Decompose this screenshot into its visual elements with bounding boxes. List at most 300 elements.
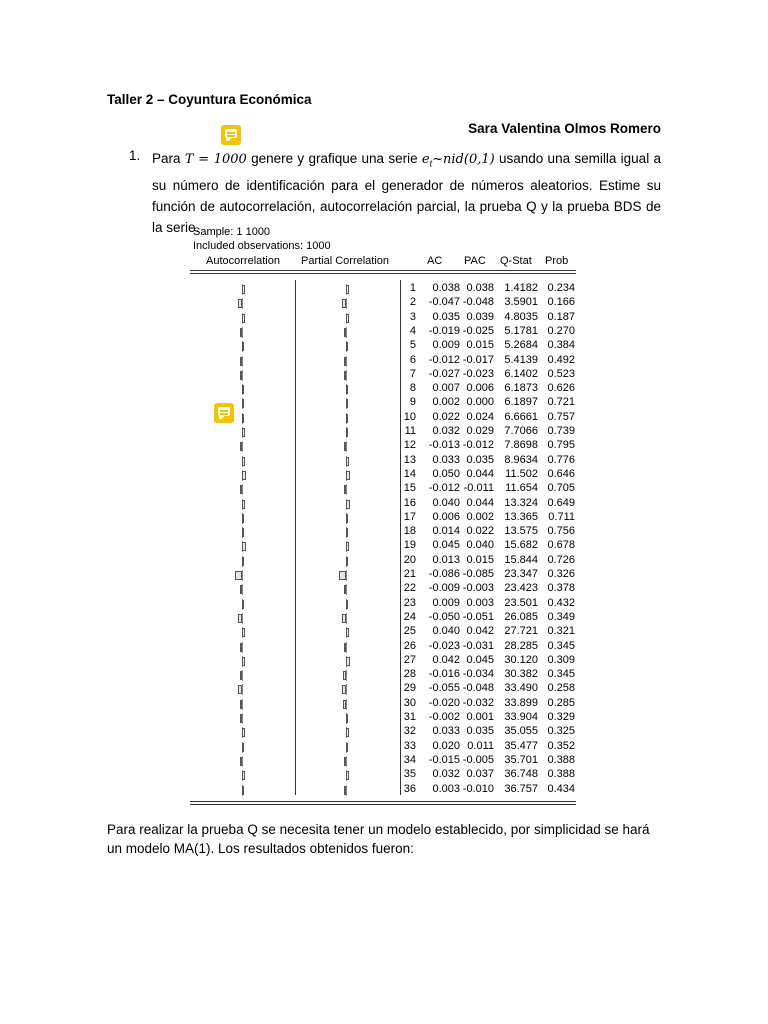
table-row <box>0 640 768 654</box>
cell-pac: 0.011 <box>467 739 494 752</box>
cell-lag: 15 <box>403 482 416 495</box>
table-rule-top <box>190 270 576 271</box>
partial-correlation-bar <box>346 728 349 737</box>
partial-correlation-center-tick <box>346 670 347 681</box>
autocorrelation-center-tick <box>242 356 243 367</box>
autocorrelation-bar <box>238 299 242 308</box>
cell-p: 0.234 <box>547 282 575 294</box>
partial-correlation-bar <box>346 385 348 394</box>
question-number: 1. <box>129 148 141 163</box>
table-row <box>0 525 768 539</box>
cell-pac: -0.023 <box>462 367 494 380</box>
cell-ac: 0.003 <box>432 782 460 795</box>
cell-p: 0.345 <box>547 668 575 681</box>
cell-lag: 30 <box>403 696 416 709</box>
table-row <box>0 740 768 754</box>
cell-ac: -0.016 <box>428 668 460 681</box>
table-row <box>0 754 768 768</box>
cell-q: 5.2684 <box>504 339 538 352</box>
cell-p: 0.646 <box>547 467 575 480</box>
table-row <box>0 611 768 625</box>
cell-p: 0.492 <box>547 353 575 366</box>
cell-p: 0.321 <box>547 625 575 638</box>
cell-lag: 26 <box>403 639 416 652</box>
cell-lag: 10 <box>403 410 416 423</box>
partial-correlation-center-tick <box>346 327 347 338</box>
autocorrelation-bar <box>240 371 242 380</box>
cell-ac: 0.020 <box>432 739 460 752</box>
cell-q: 6.1402 <box>504 367 538 380</box>
cell-q: 35.701 <box>504 753 538 766</box>
cell-q: 13.365 <box>504 510 538 523</box>
cell-ac: -0.055 <box>428 682 460 695</box>
autocorrelation-bar <box>242 657 245 666</box>
cell-p: 0.325 <box>547 725 575 738</box>
partial-correlation-center-tick <box>346 699 347 710</box>
cell-q: 4.8035 <box>504 310 538 323</box>
cell-pac: -0.011 <box>463 482 494 495</box>
cell-p: 0.626 <box>547 382 575 395</box>
partial-correlation-bar <box>339 571 346 580</box>
cell-p: 0.757 <box>547 410 575 423</box>
autocorrelation-center-tick <box>242 756 243 767</box>
cell-pac: -0.051 <box>462 610 494 623</box>
cell-pac: 0.039 <box>466 310 494 323</box>
partial-correlation-bar <box>346 600 348 609</box>
partial-correlation-bar <box>346 714 348 723</box>
autocorrelation-bar <box>242 414 244 423</box>
table-row <box>0 425 768 439</box>
cell-pac: 0.035 <box>466 725 494 738</box>
autocorrelation-center-tick <box>242 684 243 695</box>
cell-ac: -0.027 <box>428 367 460 380</box>
cell-lag: 33 <box>403 739 416 752</box>
cell-ac: 0.014 <box>432 525 460 538</box>
table-row <box>0 511 768 525</box>
cell-ac: 0.009 <box>432 596 460 609</box>
cell-pac: 0.042 <box>466 625 494 638</box>
cell-p: 0.285 <box>547 696 575 709</box>
partial-correlation-bar <box>344 442 346 451</box>
cell-pac: 0.002 <box>466 510 494 523</box>
cell-q: 33.904 <box>504 711 538 723</box>
cell-pac: -0.031 <box>462 639 494 652</box>
table-row <box>0 654 768 668</box>
partial-correlation-bar <box>342 299 346 308</box>
cell-ac: -0.015 <box>428 753 460 766</box>
cell-p: 0.705 <box>547 482 575 495</box>
cell-p: 0.721 <box>547 396 575 409</box>
cell-lag: 13 <box>403 453 416 466</box>
table-row <box>0 396 768 410</box>
cell-q: 23.347 <box>504 568 538 580</box>
cell-ac: 0.007 <box>432 382 460 395</box>
cell-q: 30.120 <box>504 653 538 666</box>
partial-correlation-bar <box>344 485 346 494</box>
cell-q: 35.477 <box>504 739 538 752</box>
autocorrelation-bar <box>242 557 244 566</box>
autocorrelation-center-tick <box>242 699 243 710</box>
cell-lag: 27 <box>403 653 416 666</box>
table-row <box>0 554 768 568</box>
cell-pac: 0.001 <box>466 711 494 723</box>
table-row <box>0 282 768 296</box>
partial-correlation-center-tick <box>346 684 347 695</box>
autocorrelation-bar <box>240 357 242 366</box>
cell-ac: -0.047 <box>428 296 460 309</box>
cell-lag: 19 <box>403 539 416 552</box>
cell-pac: -0.085 <box>462 568 494 580</box>
table-row <box>0 711 768 725</box>
cell-pac: -0.003 <box>462 582 494 595</box>
cell-ac: -0.012 <box>428 482 460 495</box>
cell-lag: 23 <box>403 596 416 609</box>
cell-pac: 0.015 <box>466 339 494 352</box>
partial-correlation-bar <box>344 786 346 795</box>
partial-correlation-bar <box>346 457 349 466</box>
cell-ac: 0.032 <box>432 425 460 437</box>
cell-lag: 28 <box>403 668 416 681</box>
autocorrelation-bar <box>242 428 245 437</box>
table-row <box>0 368 768 382</box>
cell-p: 0.523 <box>547 367 575 380</box>
cell-pac: 0.024 <box>466 410 494 423</box>
autocorrelation-bar <box>242 528 244 537</box>
cell-pac: 0.000 <box>466 396 494 409</box>
header-qstat: Q-Stat <box>500 255 532 267</box>
autocorrelation-bar <box>242 399 244 408</box>
cell-lag: 11 <box>404 425 416 437</box>
autocorrelation-bar <box>242 743 244 752</box>
cell-lag: 25 <box>403 625 416 638</box>
cell-pac: 0.037 <box>466 768 494 781</box>
table-row <box>0 539 768 553</box>
header-prob: Prob <box>545 255 569 267</box>
table-row <box>0 697 768 711</box>
table-rule-bottom-2 <box>190 804 576 805</box>
cell-lag: 2 <box>409 296 416 309</box>
autocorrelation-bar <box>242 471 246 480</box>
partial-correlation-center-tick <box>346 441 347 452</box>
cell-q: 33.490 <box>504 682 538 695</box>
table-row <box>0 597 768 611</box>
autocorrelation-bar <box>238 685 242 694</box>
partial-correlation-bar <box>346 342 348 351</box>
cell-q: 11.654 <box>505 482 538 495</box>
cell-p: 0.349 <box>547 610 575 623</box>
cell-lag: 29 <box>403 682 416 695</box>
partial-correlation-bar <box>342 685 346 694</box>
cell-ac: -0.012 <box>428 353 460 366</box>
body-paragraph: Para realizar la prueba Q se necesita tener un modelo establecido, por simplicidad se hará un modelo MA(1). Los resultados obtenidos fueron: <box>107 822 650 856</box>
partial-correlation-bar <box>346 500 350 509</box>
autocorrelation-center-tick <box>242 484 243 495</box>
cell-lag: 34 <box>403 753 416 766</box>
partial-correlation-bar <box>346 771 349 780</box>
cell-ac: 0.050 <box>432 467 460 480</box>
partial-correlation-bar <box>346 743 348 752</box>
table-rule-top-2 <box>190 273 576 274</box>
cell-pac: -0.012 <box>462 439 494 452</box>
cell-q: 15.844 <box>504 553 538 566</box>
partial-correlation-bar <box>344 371 346 380</box>
observations-info: Included observations: 1000 <box>193 240 331 252</box>
autocorrelation-bar <box>242 285 245 294</box>
cell-ac: 0.040 <box>432 496 460 509</box>
autocorrelation-bar <box>240 485 242 494</box>
partial-correlation-center-tick <box>346 613 347 624</box>
author-name: Sara Valentina Olmos Romero <box>468 121 661 136</box>
cell-q: 6.1873 <box>504 382 538 395</box>
table-row <box>0 411 768 425</box>
partial-correlation-center-tick <box>346 356 347 367</box>
cell-p: 0.434 <box>547 782 575 795</box>
table-row <box>0 783 768 797</box>
table-row <box>0 325 768 339</box>
cell-pac: 0.006 <box>466 382 494 395</box>
partial-correlation-bar <box>344 357 346 366</box>
table-row <box>0 668 768 682</box>
cell-lag: 5 <box>409 339 416 352</box>
cell-ac: -0.023 <box>428 639 460 652</box>
cell-lag: 35 <box>403 768 416 781</box>
partial-correlation-bar <box>344 643 346 652</box>
cell-q: 23.423 <box>504 582 538 595</box>
header-partial-correlation: Partial Correlation <box>301 255 390 267</box>
partial-correlation-bar <box>346 542 349 551</box>
cell-p: 0.326 <box>547 568 575 580</box>
partial-correlation-bar <box>346 428 348 437</box>
partial-correlation-bar <box>346 471 350 480</box>
cell-lag: 1 <box>409 282 416 294</box>
table-row <box>0 468 768 482</box>
autocorrelation-center-tick <box>242 713 243 724</box>
cell-lag: 3 <box>409 310 416 323</box>
table-row <box>0 382 768 396</box>
cell-p: 0.378 <box>547 582 575 595</box>
autocorrelation-bar <box>242 500 245 509</box>
cell-q: 8.9634 <box>504 453 538 466</box>
cell-p: 0.258 <box>547 682 575 695</box>
cell-ac: -0.086 <box>428 568 460 580</box>
cell-lag: 6 <box>409 353 416 366</box>
partial-correlation-bar <box>346 414 348 423</box>
partial-correlation-bar <box>346 628 349 637</box>
cell-lag: 16 <box>403 496 416 509</box>
cell-q: 7.7066 <box>504 425 538 437</box>
cell-ac: 0.035 <box>432 310 460 323</box>
cell-pac: 0.015 <box>466 553 494 566</box>
partial-correlation-bar <box>346 514 348 523</box>
table-row <box>0 568 768 582</box>
cell-p: 0.352 <box>547 739 575 752</box>
autocorrelation-center-tick <box>242 642 243 653</box>
cell-ac: 0.042 <box>432 653 460 666</box>
cell-p: 0.711 <box>548 510 575 523</box>
cell-lag: 31 <box>403 711 416 723</box>
partial-correlation-bar <box>343 671 346 680</box>
autocorrelation-center-tick <box>242 670 243 681</box>
cell-p: 0.432 <box>547 596 575 609</box>
cell-lag: 7 <box>409 367 416 380</box>
cell-p: 0.649 <box>547 496 575 509</box>
autocorrelation-center-tick <box>242 298 243 309</box>
header-ac: AC <box>427 255 443 267</box>
cell-ac: 0.032 <box>432 768 460 781</box>
autocorrelation-bar <box>242 786 244 795</box>
cell-q: 15.682 <box>504 539 538 552</box>
cell-ac: 0.002 <box>432 396 460 409</box>
cell-p: 0.166 <box>547 296 575 309</box>
cell-lag: 4 <box>409 324 416 337</box>
table-row <box>0 582 768 596</box>
partial-correlation-center-tick <box>346 756 347 767</box>
partial-correlation-bar <box>346 314 349 323</box>
cell-ac: 0.006 <box>432 510 460 523</box>
cell-pac: -0.048 <box>462 296 494 309</box>
cell-p: 0.345 <box>547 639 575 652</box>
cell-p: 0.795 <box>547 439 575 452</box>
comment-icon[interactable] <box>214 403 234 423</box>
table-rule-bottom <box>190 801 576 802</box>
cell-lag: 21 <box>403 568 416 580</box>
cell-p: 0.388 <box>547 768 575 781</box>
partial-correlation-bar <box>346 285 349 294</box>
cell-p: 0.384 <box>547 339 575 352</box>
cell-q: 33.899 <box>504 696 538 709</box>
autocorrelation-bar <box>240 585 242 594</box>
partial-correlation-bar <box>342 614 346 623</box>
partial-correlation-center-tick <box>346 584 347 595</box>
cell-q: 5.1781 <box>504 324 538 337</box>
cell-q: 28.285 <box>504 639 538 652</box>
partial-correlation-center-tick <box>346 298 347 309</box>
cell-q: 36.757 <box>504 782 538 795</box>
partial-correlation-bar <box>344 328 346 337</box>
cell-q: 7.8698 <box>504 439 538 452</box>
cell-lag: 9 <box>409 396 416 409</box>
document-title: Taller 2 – Coyuntura Económica <box>107 92 312 107</box>
autocorrelation-bar <box>235 571 242 580</box>
cell-pac: -0.005 <box>462 753 494 766</box>
sample-info: Sample: 1 1000 <box>193 226 271 238</box>
partial-correlation-center-tick <box>346 570 347 581</box>
cell-q: 27.721 <box>504 625 538 638</box>
cell-ac: -0.020 <box>428 696 460 709</box>
cell-lag: 36 <box>403 782 416 795</box>
table-row <box>0 339 768 353</box>
cell-q: 13.324 <box>504 496 538 509</box>
table-row <box>0 354 768 368</box>
cell-q: 35.055 <box>504 725 538 738</box>
cell-q: 26.085 <box>504 610 538 623</box>
cell-q: 6.1897 <box>504 396 538 409</box>
cell-q: 5.4139 <box>504 353 538 366</box>
autocorrelation-bar <box>242 600 244 609</box>
autocorrelation-bar <box>240 757 242 766</box>
partial-correlation-bar <box>346 557 348 566</box>
cell-p: 0.739 <box>547 425 575 437</box>
cell-lag: 32 <box>403 725 416 738</box>
cell-p: 0.270 <box>547 324 575 337</box>
cell-pac: -0.010 <box>462 782 494 795</box>
cell-ac: 0.009 <box>432 339 460 352</box>
cell-p: 0.388 <box>547 753 575 766</box>
partial-correlation-center-tick <box>346 642 347 653</box>
table-row <box>0 682 768 696</box>
table-row <box>0 296 768 310</box>
cell-pac: -0.034 <box>462 668 494 681</box>
cell-pac: 0.022 <box>466 525 494 538</box>
partial-correlation-center-tick <box>346 370 347 381</box>
cell-ac: 0.033 <box>432 453 460 466</box>
cell-p: 0.776 <box>547 453 575 466</box>
cell-p: 0.187 <box>547 310 575 323</box>
header-autocorrelation: Autocorrelation <box>206 255 280 267</box>
cell-ac: 0.045 <box>432 539 460 552</box>
cell-q: 30.382 <box>504 668 538 681</box>
cell-p: 0.309 <box>547 653 575 666</box>
autocorrelation-bar <box>240 442 242 451</box>
cell-lag: 8 <box>409 382 416 395</box>
cell-lag: 12 <box>403 439 416 452</box>
cell-q: 13.575 <box>504 525 538 538</box>
comment-icon[interactable] <box>221 125 241 145</box>
cell-q: 3.5901 <box>504 296 538 309</box>
table-row <box>0 725 768 739</box>
cell-ac: -0.050 <box>428 610 460 623</box>
cell-ac: 0.040 <box>432 625 460 638</box>
partial-correlation-bar <box>344 757 346 766</box>
cell-lag: 18 <box>403 525 416 538</box>
cell-ac: 0.038 <box>432 282 460 294</box>
autocorrelation-bar <box>242 342 244 351</box>
table-row <box>0 439 768 453</box>
autocorrelation-bar <box>240 671 242 680</box>
cell-pac: 0.003 <box>466 596 494 609</box>
table-row <box>0 454 768 468</box>
cell-ac: 0.022 <box>432 410 460 423</box>
autocorrelation-bar <box>240 643 242 652</box>
cell-pac: 0.038 <box>466 282 494 294</box>
cell-pac: 0.035 <box>466 453 494 466</box>
cell-pac: 0.044 <box>466 467 494 480</box>
header-pac: PAC <box>464 255 486 267</box>
cell-q: 23.501 <box>504 596 538 609</box>
cell-q: 36.748 <box>504 768 538 781</box>
autocorrelation-bar <box>242 314 245 323</box>
cell-pac: 0.040 <box>466 539 494 552</box>
cell-pac: -0.032 <box>462 696 494 709</box>
autocorrelation-bar <box>240 714 242 723</box>
cell-lag: 14 <box>403 467 416 480</box>
cell-lag: 17 <box>403 510 416 523</box>
cell-pac: 0.045 <box>466 653 494 666</box>
autocorrelation-bar <box>242 728 245 737</box>
table-row <box>0 625 768 639</box>
cell-ac: -0.019 <box>428 324 460 337</box>
cell-ac: -0.013 <box>428 439 460 452</box>
autocorrelation-center-tick <box>242 570 243 581</box>
cell-q: 1.4182 <box>504 282 538 294</box>
question-text: Para T = 1000 genere y grafique una serie $e_t\sim nid(0,1)$ usando una semilla igual a su número de identificación para el generador de números aleatorios. Estime su función de autocorrelación, autocorrelación parcial, la prueba Q y la prueba BDS de la serie. <box>152 151 661 235</box>
cell-ac: 0.033 <box>432 725 460 738</box>
partial-correlation-bar <box>346 657 350 666</box>
cell-pac: -0.017 <box>462 353 494 366</box>
cell-ac: -0.002 <box>428 711 460 723</box>
table-row <box>0 768 768 782</box>
autocorrelation-bar <box>242 628 245 637</box>
